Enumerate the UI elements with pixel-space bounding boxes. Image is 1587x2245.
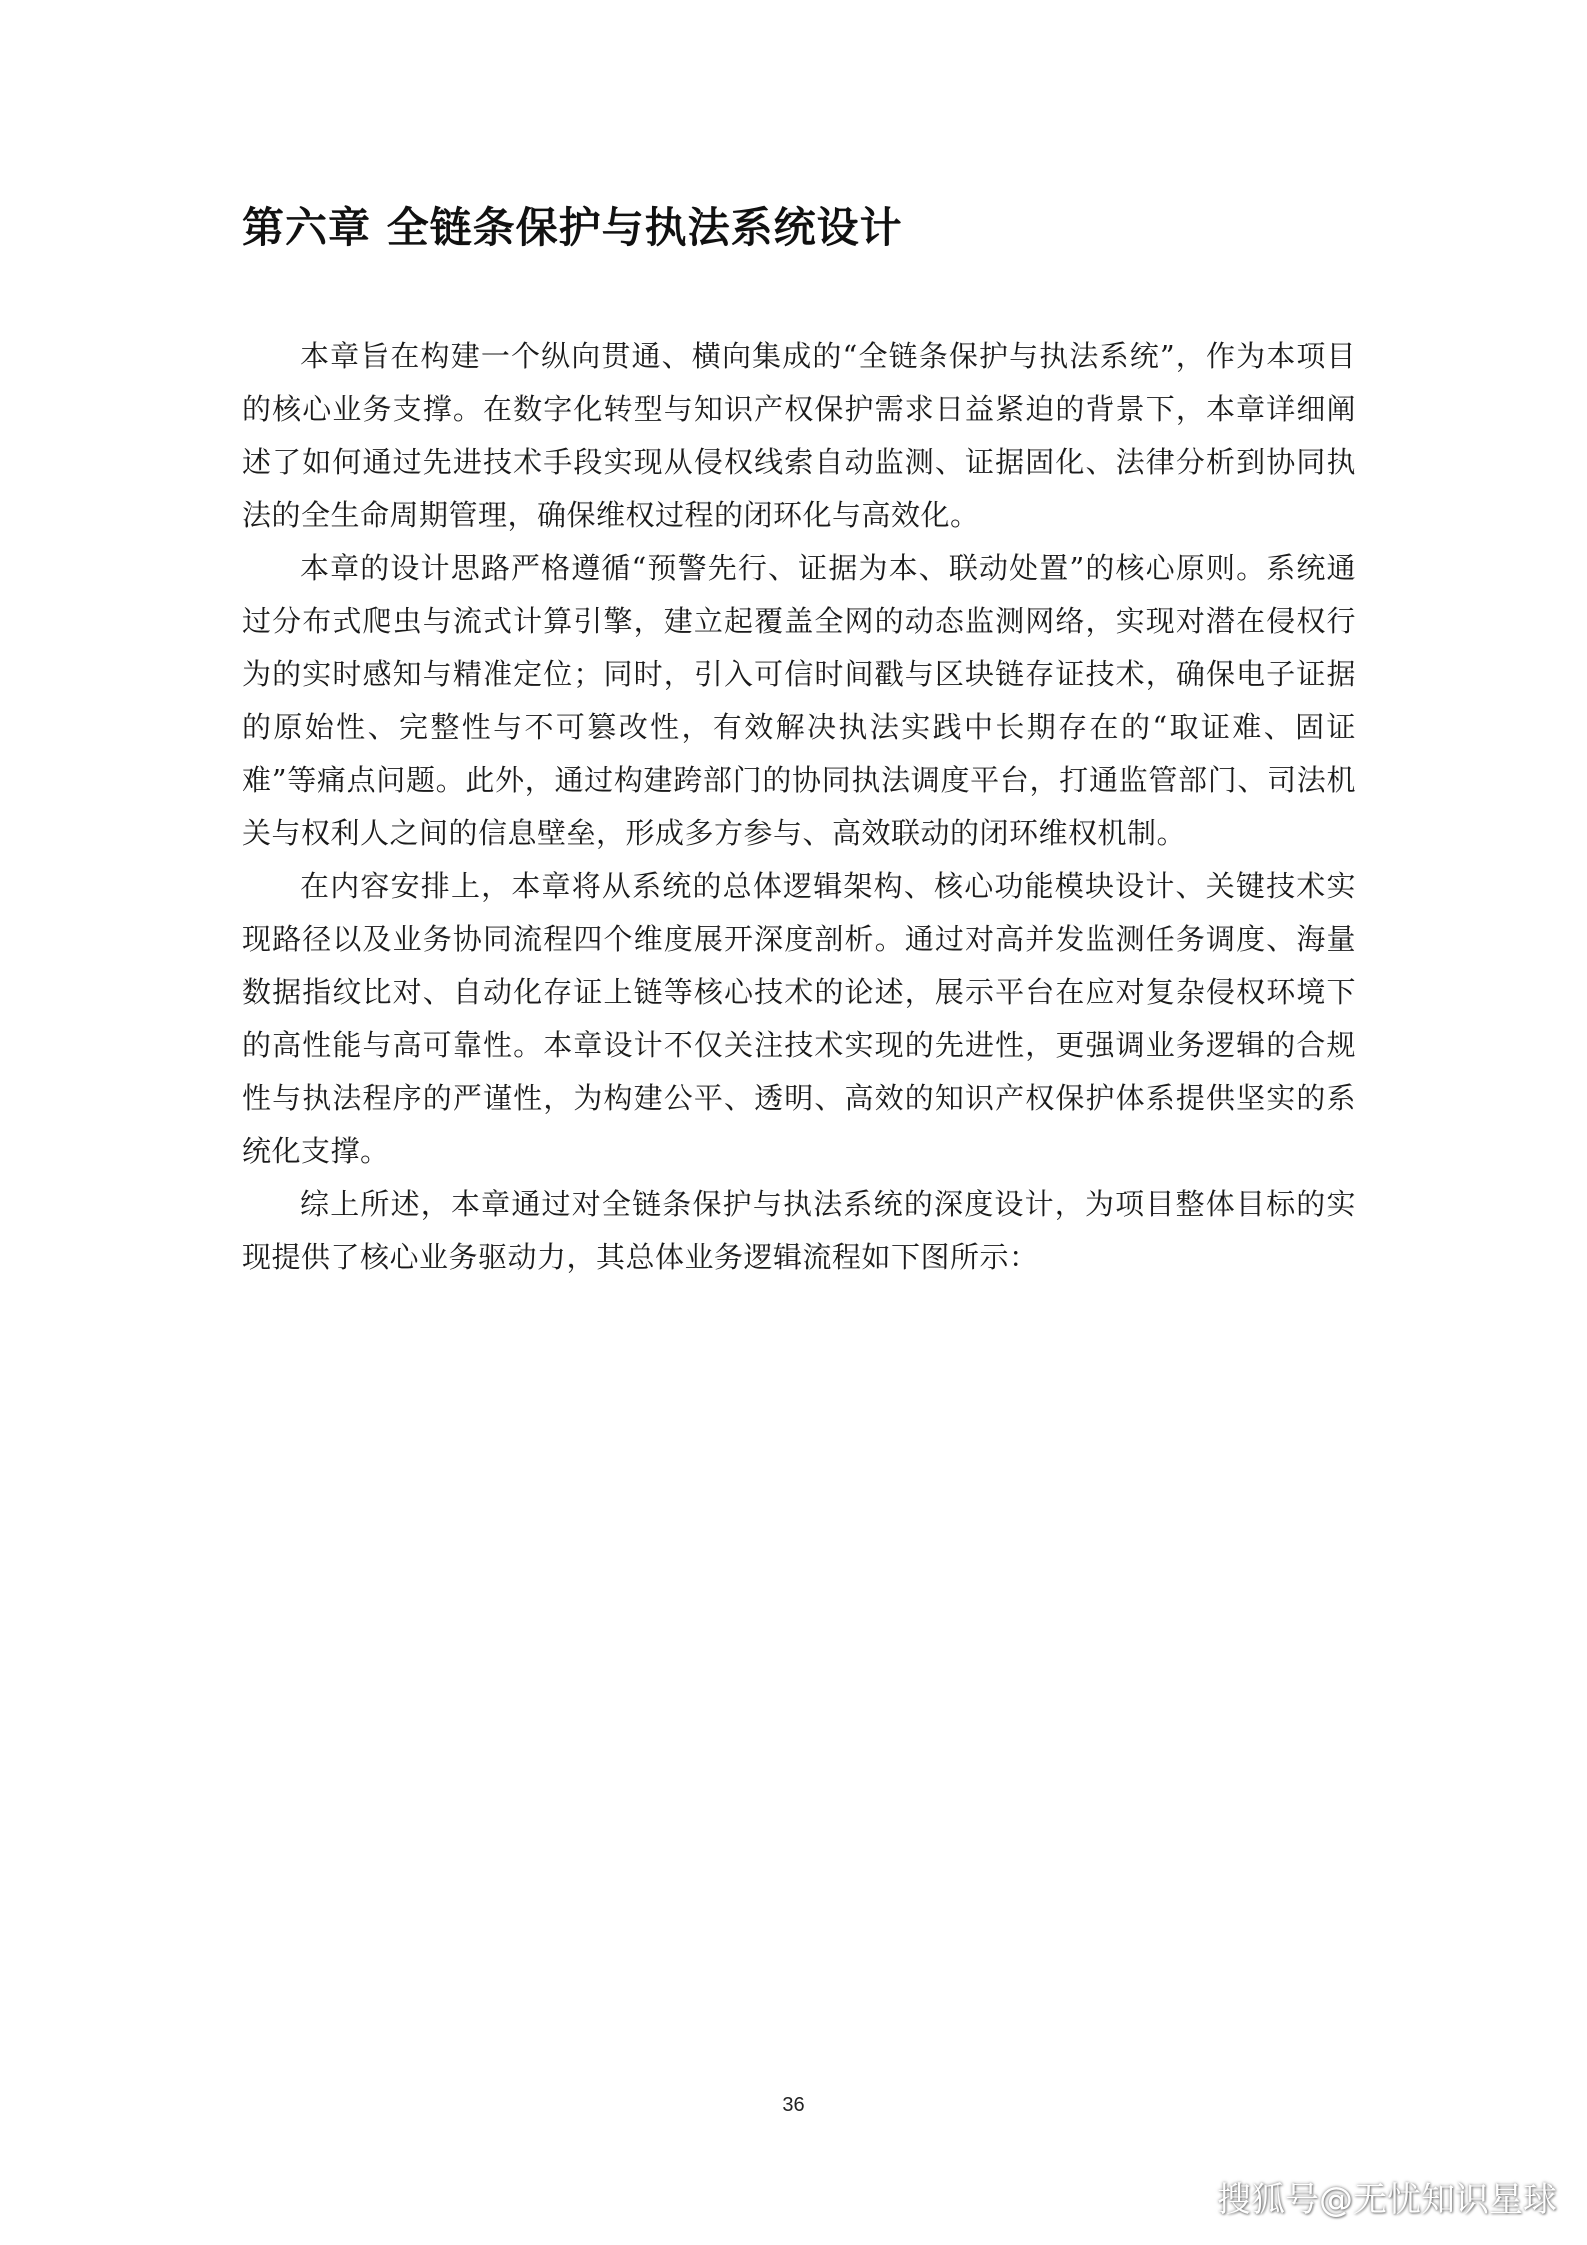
paragraph-intro: 本章旨在构建一个纵向贯通、横向集成的“全链条保护与执法系统”，作为本项目的核心业务支撑。在数字化转型与知识产权保护需求日益紧迫的背景下，本章详细阐述了如何通过先进技术手段实现从侵权线索自动监测、证据固化、法律分析到协同执法的全生命周期管理，确保维权过程的闭环化与高效化。 [242,339,1356,532]
watermark: 搜狐号@无忧知识星球 [1217,2180,1557,2220]
body-text [242,330,1356,1284]
paragraph-content-arrangement: 在内容安排上，本章将从系统的总体逻辑架构、核心功能模块设计、关键技术实现路径以及业务协同流程四个维度展开深度剖析。通过对高并发监测任务调度、海量数据指纹比对、自动化存证上链等核心技术的论述，展示平台在应对复杂侵权环境下的高性能与高可靠性。本章设计不仅关注技术实现的先进性，更强调业务逻辑的合规性与执法程序的严谨性，为构建公平、透明、高效的知识产权保护体系提供坚实的系统化支撑。 [242,869,1356,1168]
page-number: 36 [782,2094,805,2116]
chapter-title: 第六章 全链条保护与执法系统设计 [242,203,903,252]
paragraph-summary: 综上所述，本章通过对全链条保护与执法系统的深度设计，为项目整体目标的实现提供了核心业务驱动力，其总体业务逻辑流程如下图所示： [242,1187,1356,1274]
paragraph-design-principles: 本章的设计思路严格遵循“预警先行、证据为本、联动处置”的核心原则。系统通过分布式爬虫与流式计算引擎，建立起覆盖全网的动态监测网络，实现对潜在侵权行为的实时感知与精准定位；同时，引入可信时间戳与区块链存证技术，确保电子证据的原始性、完整性与不可篡改性，有效解决执法实践中长期存在的“取证难、固证难”等痛点问题。此外，通过构建跨部门的协同执法调度平台，打通监管部门、司法机关与权利人之间的信息壁垒，形成多方参与、高效联动的闭环维权机制。 [242,551,1356,850]
